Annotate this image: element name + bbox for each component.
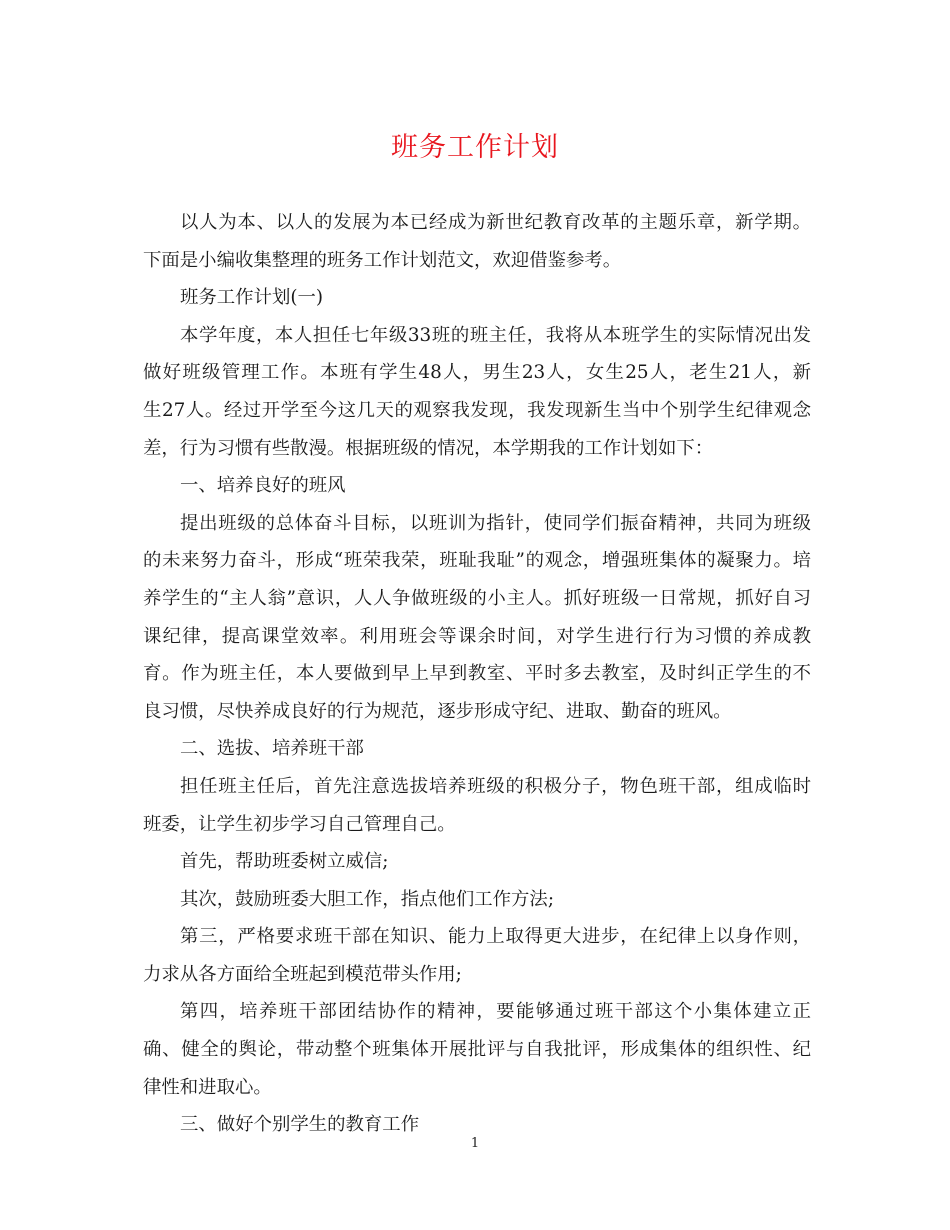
text-line: 三、做好个别学生的教育工作 [180, 1114, 420, 1136]
text-line: 做好班级管理工作。本班有学生48人，男生23人，女生25人，老生21人，新 [143, 362, 811, 384]
text-line: 育。作为班主任，本人要做到早上早到教室、平时多去教室，及时纠正学生的不 [143, 663, 811, 685]
text-line: 班务工作计划(一) [180, 287, 324, 309]
text-line: 以人为本、以人的发展为本已经成为新世纪教育改革的主题乐章，新学期。 [180, 212, 811, 233]
page-number: 1 [470, 1136, 480, 1151]
text-line: 下面是小编收集整理的班务工作计划范文，欢迎借鉴参考。 [143, 249, 622, 271]
text-line: 良习惯，尽快养成良好的行为规范，逐步形成守纪、进取、勤奋的班风。 [143, 700, 732, 722]
text-line: 差，行为习惯有些散漫。根据班级的情况，本学期我的工作计划如下： [143, 437, 714, 459]
document-title: 班务工作计划 [391, 132, 559, 163]
text-line: 第四，培养班干部团结协作的精神，要能够通过班干部这个小集体建立正 [180, 1001, 811, 1023]
text-line: 生27人。经过开学至今这几天的观察我发现，我发现新生当中个别学生纪律观念 [143, 399, 811, 421]
text-line: 二、选拔、培养班干部 [180, 738, 364, 760]
text-line: 一、培养良好的班风 [180, 475, 346, 497]
text-line: 确、健全的舆论，带动整个班集体开展批评与自我批评，形成集体的组织性、纪 [143, 1039, 811, 1061]
text-line: 提出班级的总体奋斗目标，以班训为指针，使同学们振奋精神，共同为班级 [180, 512, 811, 534]
text-line: 律性和进取心。 [143, 1076, 272, 1098]
text-line: 担任班主任后，首先注意选拔培养班级的积极分子，物色班干部，组成临时 [180, 775, 811, 797]
text-line: 首先，帮助班委树立威信; [180, 851, 389, 873]
text-line: 课纪律，提高课堂效率。利用班会等课余时间，对学生进行行为习惯的养成教 [143, 625, 811, 647]
text-line: 力求从各方面给全班起到模范带头作用; [143, 963, 462, 985]
text-line: 班委，让学生初步学习自己管理自己。 [143, 813, 456, 835]
text-line: 第三，严格要求班干部在知识、能力上取得更大进步，在纪律上以身作则， [180, 926, 811, 948]
document-body [143, 204, 811, 1144]
text-line: 的未来努力奋斗，形成“班荣我荣，班耻我耻”的观念，增强班集体的凝聚力。培 [143, 550, 811, 572]
text-line: 养学生的“主人翁”意识，人人争做班级的小主人。抓好班级一日常规，抓好自习 [143, 587, 811, 609]
text-line: 本学年度，本人担任七年级33班的班主任，我将从本班学生的实际情况出发 [180, 324, 811, 346]
text-line: 其次，鼓励班委大胆工作，指点他们工作方法; [180, 888, 555, 910]
